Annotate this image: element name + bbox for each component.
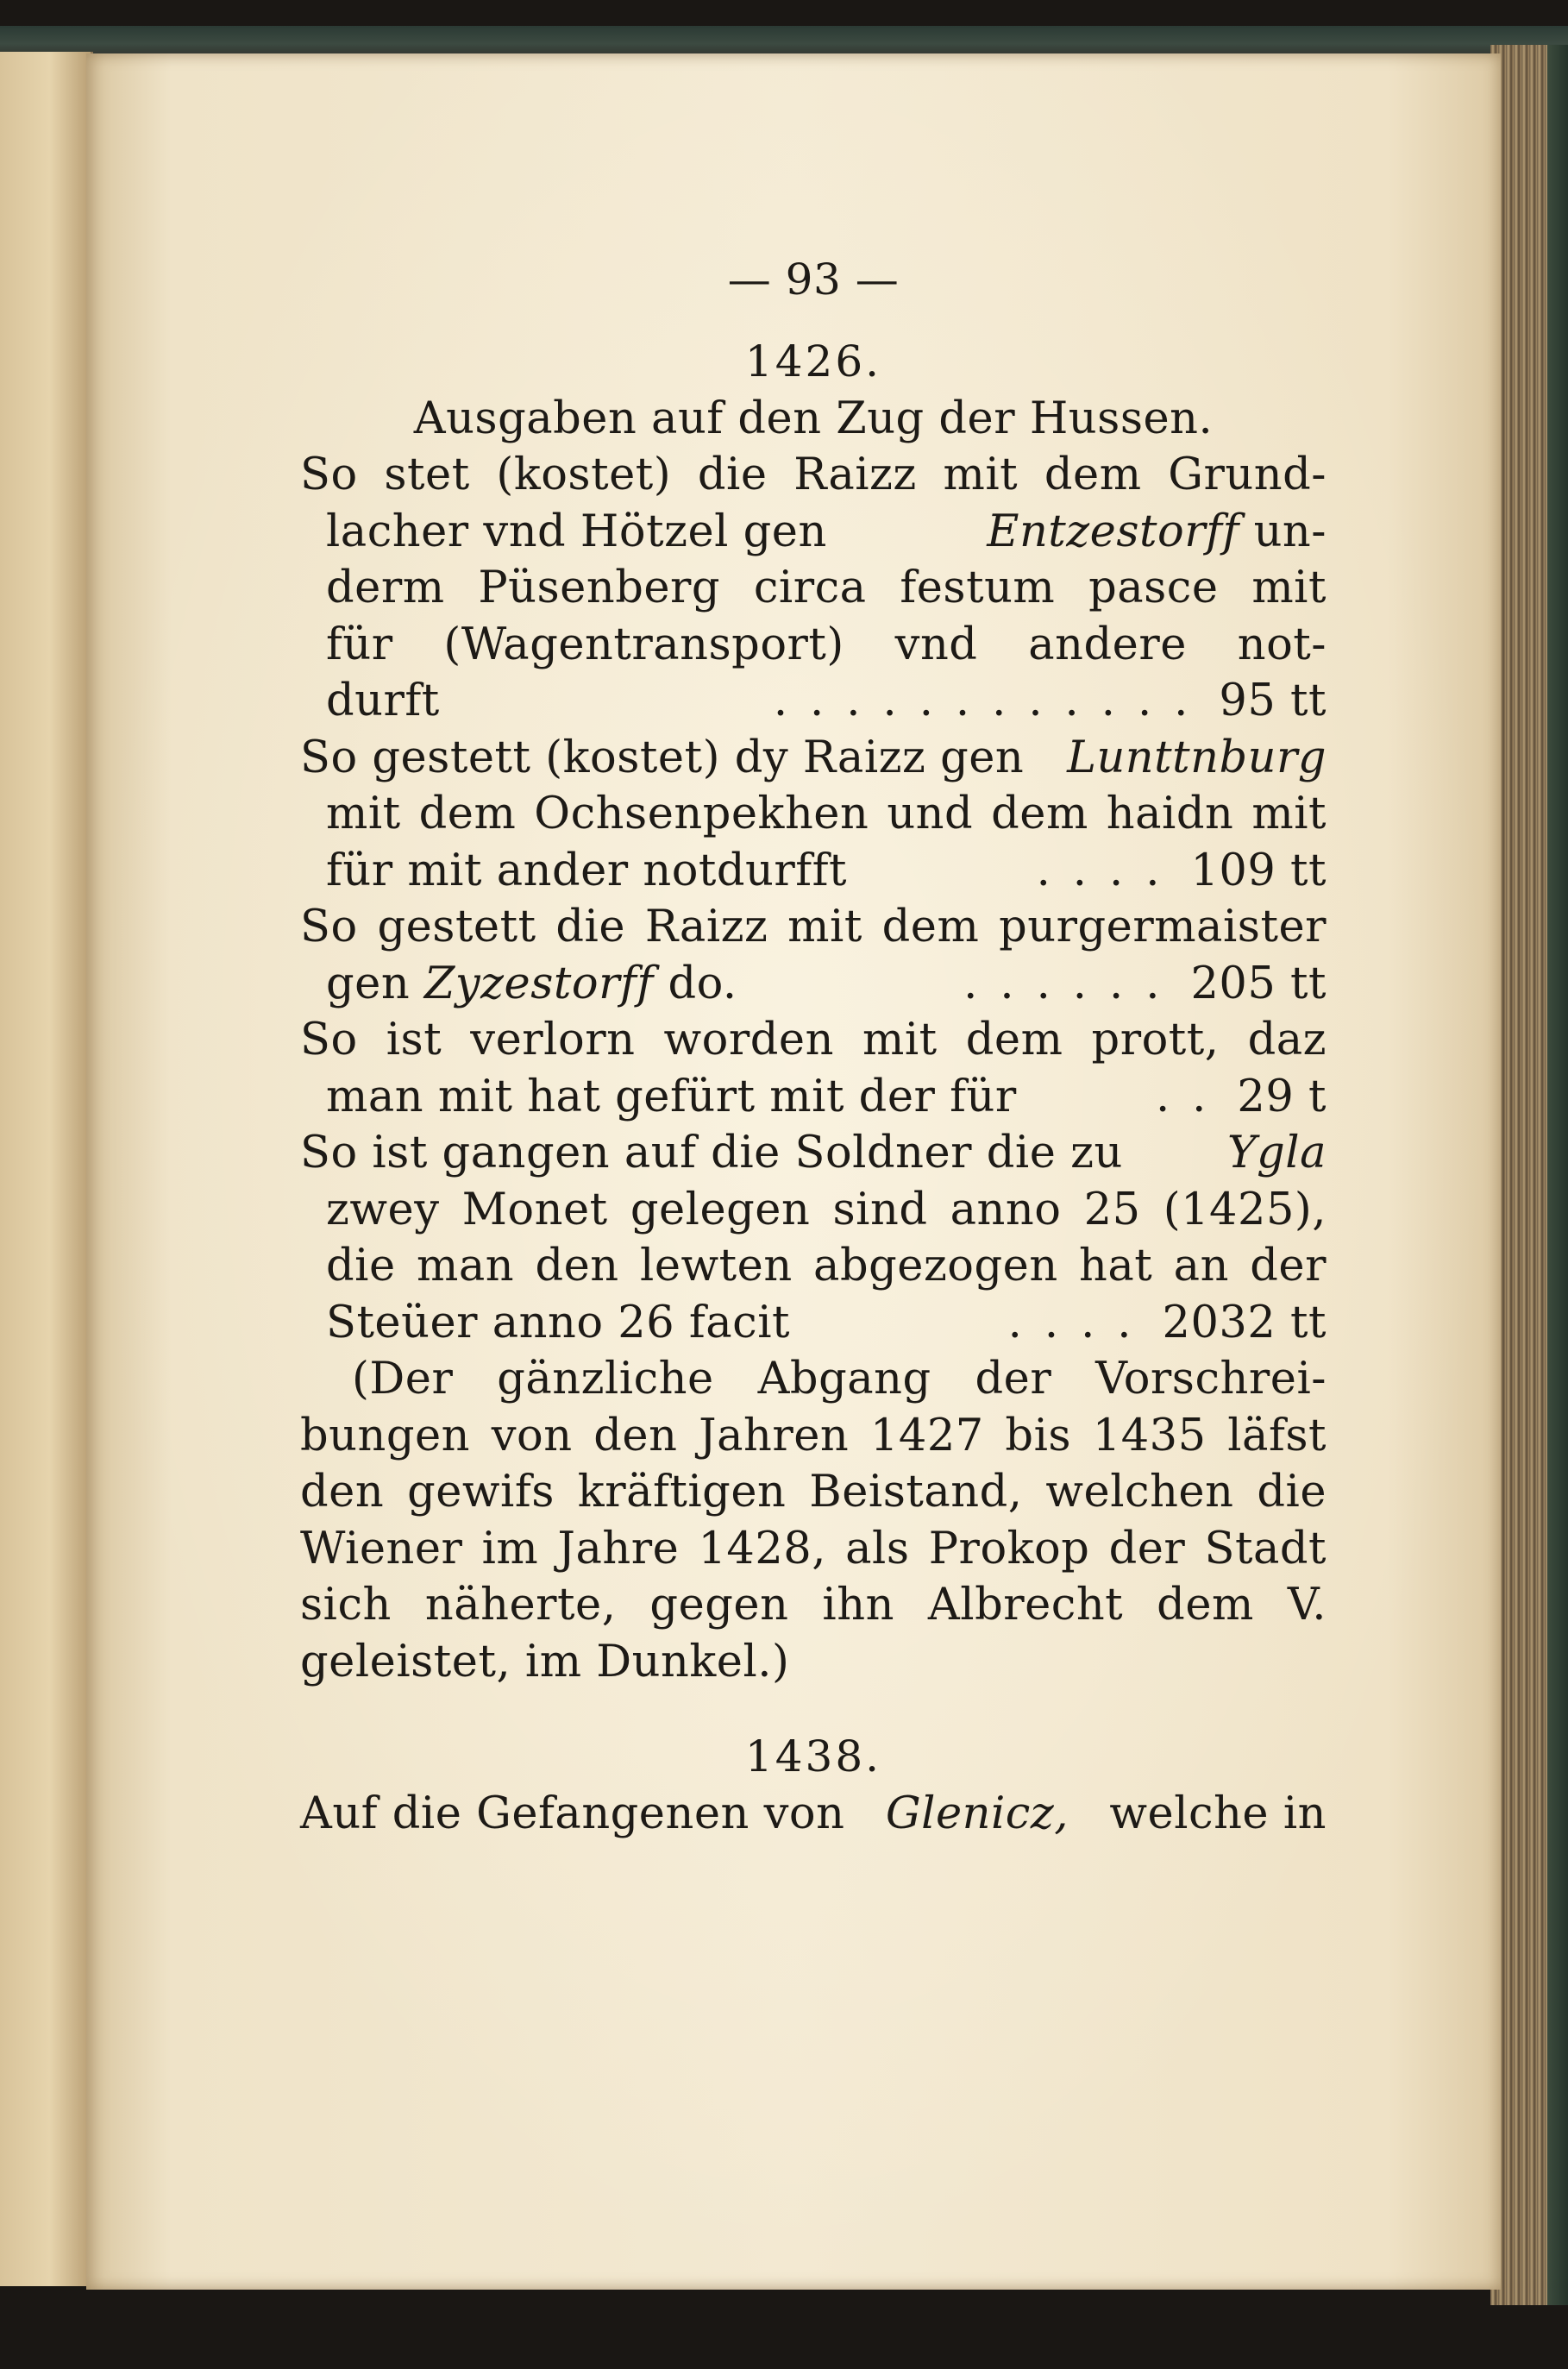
ledger-entry-1 bbox=[300, 447, 1327, 730]
editorial-note bbox=[300, 1351, 1327, 1690]
entry-amount: 205 tt bbox=[1190, 958, 1327, 1009]
place-name: Glenicz, bbox=[885, 1788, 1069, 1839]
entry-line: mit dem Ochsenpekhen und dem haidn mit bbox=[326, 789, 1327, 839]
page-stack-edges bbox=[1490, 45, 1568, 2305]
entry-text: welche in bbox=[1109, 1788, 1327, 1839]
ledger-entry-2 bbox=[300, 730, 1327, 900]
dot-leader: .... bbox=[1007, 1297, 1154, 1348]
entry-line: So gestett die Raizz mit dem purgermaister bbox=[300, 902, 1327, 952]
note-line: sich näherte, gegen ihn Albrecht dem V. bbox=[300, 1580, 1327, 1631]
entry-line: für (Wagentransport) vnd andere not- bbox=[326, 619, 1327, 670]
entry-line bbox=[300, 1069, 1327, 1126]
entry-text: man mit hat gefürt mit der für bbox=[326, 1071, 1017, 1122]
place-name: Ygla bbox=[1226, 1128, 1327, 1178]
entry-line: derm Püsenberg circa festum pasce mit bbox=[326, 562, 1327, 613]
entry-line: die man den lewten abgezogen hat an der bbox=[326, 1241, 1327, 1291]
last-line bbox=[300, 1786, 1327, 1843]
entry-line: So stet (kostet) die Raizz mit dem Grund- bbox=[300, 449, 1327, 500]
entry-line: So ist verlorn worden mit dem prott, daz bbox=[300, 1015, 1327, 1065]
ledger-entry-4 bbox=[300, 1012, 1327, 1125]
facing-page-edge bbox=[0, 52, 93, 2286]
place-name: Zyzestorff bbox=[423, 958, 654, 1009]
entry-text: für mit ander notdurfft bbox=[326, 845, 848, 896]
book-page bbox=[86, 53, 1501, 2290]
dot-leader: ............ bbox=[773, 676, 1211, 726]
entry-text: So gestett (kostet) dy Raizz gen bbox=[300, 732, 1025, 783]
entry-line bbox=[300, 956, 1327, 1013]
entry-line bbox=[300, 1295, 1327, 1352]
entry-text: So ist gangen auf die Soldner die zu bbox=[300, 1128, 1123, 1178]
entry-line bbox=[300, 843, 1327, 900]
entry-text: do. bbox=[668, 958, 737, 1009]
entry-line: zwey Monet gelegen sind anno 25 (1425), bbox=[326, 1184, 1327, 1235]
note-line: Wiener im Jahre 1428, als Prokop der Stadt bbox=[300, 1523, 1327, 1574]
place-name: Entzestorff bbox=[987, 506, 1239, 557]
entry-amount: 95 tt bbox=[1219, 676, 1327, 726]
entry-line bbox=[300, 1125, 1327, 1182]
entry-amount: 29 t bbox=[1237, 1071, 1327, 1122]
ledger-entry-5 bbox=[300, 1125, 1327, 1351]
year-heading-1426: 1426. bbox=[744, 336, 882, 386]
entry-line bbox=[300, 673, 1327, 730]
section-title: Ausgaben auf den Zug der Hussen. bbox=[413, 393, 1214, 444]
dot-leader: .. bbox=[1155, 1071, 1229, 1122]
year-heading-1438: 1438. bbox=[744, 1731, 882, 1781]
entry-line bbox=[300, 730, 1327, 787]
entry-text: un- bbox=[1253, 506, 1327, 557]
entry-text: durft bbox=[326, 676, 440, 726]
dot-leader: ...... bbox=[963, 958, 1182, 1009]
place-name: Lunttnburg bbox=[1067, 732, 1327, 783]
entry-amount: 2032 tt bbox=[1162, 1297, 1327, 1348]
entry-text: Steüer anno 26 facit bbox=[326, 1297, 791, 1348]
note-line: den gewifs kräftigen Beistand, welchen die bbox=[300, 1467, 1327, 1518]
page-text bbox=[300, 252, 1327, 1842]
entry-text: Auf die Gefangenen von bbox=[300, 1788, 845, 1839]
dot-leader: .... bbox=[1036, 845, 1182, 896]
note-line: bungen von den Jahren 1427 bis 1435 läfst bbox=[300, 1410, 1327, 1461]
note-line: geleistet, im Dunkel.) bbox=[300, 1636, 790, 1687]
entry-amount: 109 tt bbox=[1190, 845, 1327, 896]
entry-text: gen bbox=[326, 958, 411, 1009]
page-number-header: — 93 — bbox=[727, 254, 900, 305]
entry-line bbox=[300, 504, 1327, 561]
note-line: (Der gänzliche Abgang der Vorschrei- bbox=[352, 1354, 1327, 1404]
ledger-entry-3 bbox=[300, 899, 1327, 1012]
entry-text: lacher vnd Hötzel gen bbox=[326, 506, 827, 557]
